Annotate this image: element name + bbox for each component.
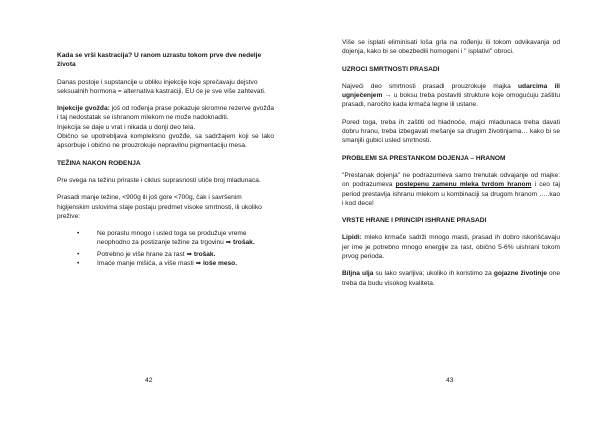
list-item (57, 250, 274, 259)
weaning-text-c: i ceo taj period prestavlja ishranu mlekom u kombinaciji sa drugom hranom …..kao i kod dece! (342, 181, 561, 207)
low-weight-paragraph: Prasadi manje težine, <900g ili još gore <700g, čak i savršenim higijenskim uslovima staje postaju predmet visoke smrtnosti, ili ukoliko prežive: (57, 194, 262, 220)
castration-heading: Kada se vrši kastracija? U ranom uzrastu tokom prve dve nedelje života (57, 52, 262, 69)
mortality-text-c: u boksu treba postaviti strukture koje omogućuju zaštitu prasadi, naročito kada krmača legne ili ustane. (342, 92, 560, 109)
bullet-symbol: • (77, 260, 80, 268)
injection-site-paragraph: Injekcija se daje u vrat i nikada u donji deo tela. (57, 123, 196, 131)
page-number-left: 42 (145, 377, 153, 384)
mortality-text-a: Najveći deo smrtnosti prasadi prouzrokuje majka (342, 82, 519, 90)
litter-size-paragraph: Pre svega na težinu priraste i ciklus suprasnosti utiče broj mladunaca. (57, 176, 261, 184)
arrow-icon: ➡ (195, 260, 202, 268)
plant-oils-text-end: one treba da budu visokog kvaliteta. (342, 270, 560, 287)
right-page (300, 0, 600, 425)
lipids-label: Lipidi: (342, 234, 362, 242)
right-column (342, 38, 560, 296)
page-number-right: 43 (446, 377, 454, 384)
list-item (57, 229, 274, 248)
weaning-problems-heading: PROBLEMI SA PRESTANKOM DOJENJA – HRANOM (342, 154, 506, 162)
arrow-icon: ➡ (186, 250, 192, 258)
weaning-paragraph (342, 171, 560, 208)
arrow-icon: → (382, 92, 394, 100)
list-item (57, 259, 274, 268)
plant-oils-text-mid: su lako svarljiva; ukoliko ih koristimo za (373, 270, 494, 278)
consequences-list (57, 229, 274, 268)
iron-injection-label: Injekcije gvožđa: (57, 105, 110, 113)
list-item-text: Ne porastu mnogo i usled toga se produžuje vreme neophodno za postizanje težine za trgovinu (97, 230, 247, 247)
lipids-text: mleko krmače sadrži mnogo masti, prasad ih dobro iskorišćavaju jer ime je potrebno mnogo energije za rast, obično 5-6% uishrani tokom prvog perioda. (342, 234, 560, 261)
mortality-cause-bold: udarcima ili ugnječenjem (342, 82, 560, 100)
protection-paragraph: Pored toga, treba ih zaštiti od hladnoće, majci mladunaca treba davati dobru hranu, treba izbegavati mešanje sa drugim životinjama… kako bi se smanjili gubici usled smrtnosti. (342, 118, 560, 145)
list-item-result: trošak. (193, 250, 216, 258)
left-column (57, 51, 274, 268)
mortality-paragraph (342, 82, 560, 110)
lipids-paragraph (342, 233, 560, 261)
list-item-text: Imaće manje mišića, a više masti (97, 260, 196, 268)
list-item-result: trošak. (233, 239, 255, 247)
weaning-text-a: "Prestanak dojenja" ne podrazumeva samo trenutak odvajanje od majke: on podrazumeva (342, 171, 560, 189)
weaning-bold-underlined: postepenu zamenu mleka tvrdom hranom (395, 181, 532, 189)
iron-injection-paragraph (57, 104, 274, 123)
bullet-symbol: • (77, 230, 80, 238)
iron-injection-text: još od rođenja prase pokazuje skromne rezerve gvožđa i taj nedostatak se ishranom mlekom ne može nadoknaditi. (57, 105, 274, 122)
list-item-text: Potrebno je više hrane za rast (97, 250, 187, 258)
eliminate-paragraph: Više se isplati eliminisati loša grla na rođenju ili tokom odvikavanja od dojenja, kako bi se obezbedili homogeni i " isplativi" obroci. (342, 39, 560, 56)
list-item-result: loše meso. (202, 260, 238, 268)
bullet-symbol: • (77, 250, 80, 258)
complex-iron-paragraph: Obično se upotrebljava kompleksno gvožđe, sa sadržajem koji se lako apsorbuje i obično ne prouzrokuje nepravilnu pigmentaciju mesa. (57, 133, 274, 150)
arrow-icon: ➡ (225, 239, 232, 247)
feeding-principles-heading: VRSTE HRANE I PRINCIPI ISHRANE PRASADI (342, 217, 487, 225)
obese-animals-bold: gojazne životinje (493, 270, 547, 278)
birth-weight-heading: TEŽINA NAKON ROĐENJA (57, 159, 141, 167)
plant-oils-paragraph (342, 269, 560, 288)
plant-oils-label: Biljna ulja (342, 270, 374, 278)
injection-alternative-paragraph: Danas postoje i supstancije u obliku injekcije koje sprečavaju dejstvo seksualnih hormona = alternativa kastraciji, EU će je sve više zahtevati. (57, 78, 266, 95)
mortality-causes-heading: UZROCI SMRTNOSTI PRASADI (342, 65, 440, 73)
